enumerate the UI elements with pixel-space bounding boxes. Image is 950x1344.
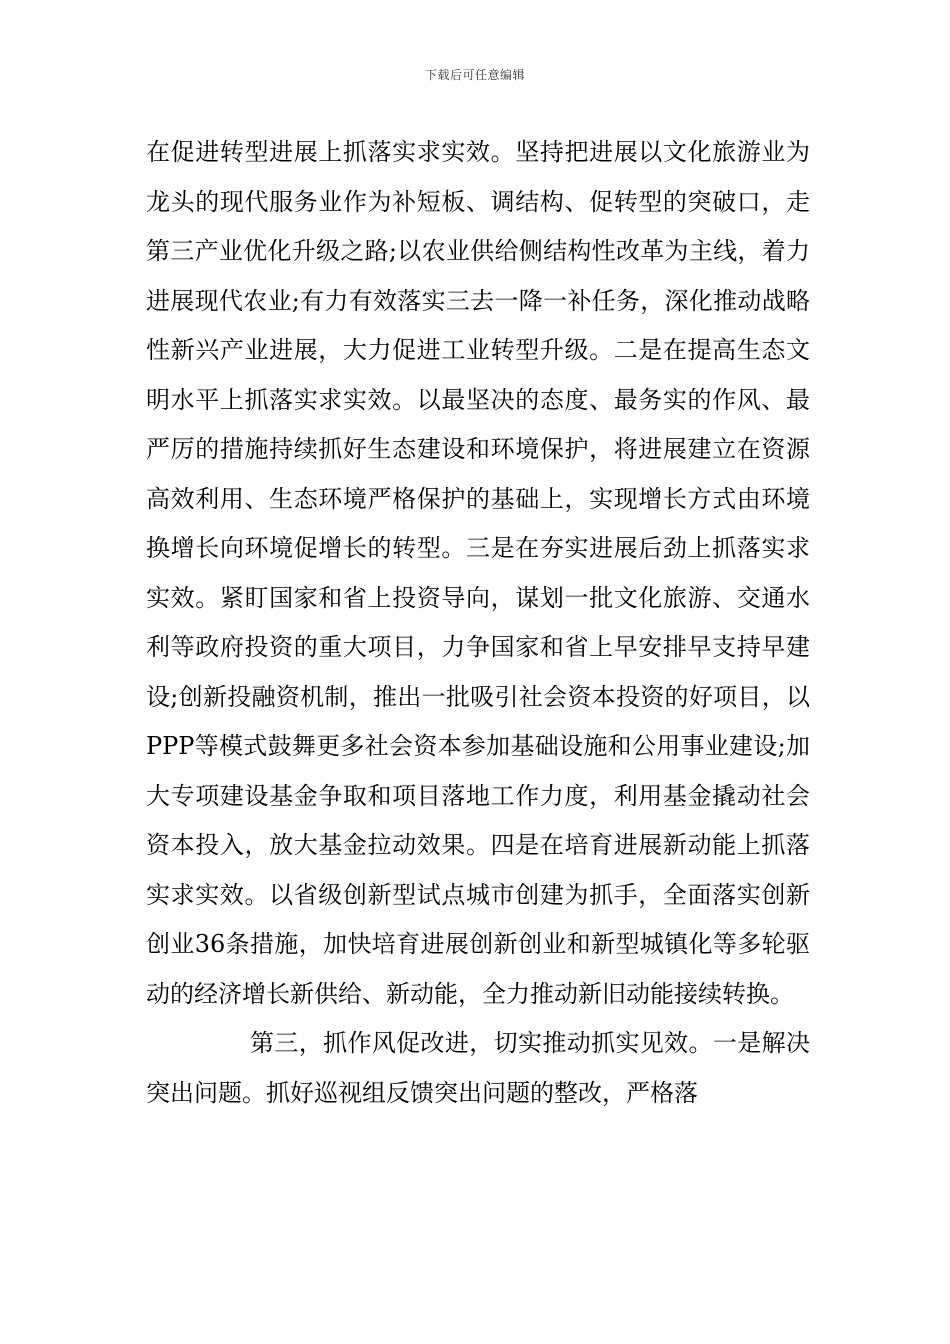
document-body — [146, 128, 810, 1118]
paragraph-2: 第三，抓作风促改进，切实推动抓实见效。一是解决突出问题。抓好巡视组反馈突出问题的整改，严格落 — [146, 1029, 810, 1107]
paragraph-1: 在促进转型进展上抓落实求实效。坚持把进展以文化旅游业为龙头的现代服务业作为补短板、调结构、促转型的突破口，走第三产业优化升级之路;以农业供给侧结构性改革为主线，着力进展现代农业;有力有效落实三去一降一补任务，深化推动战略性新兴产业进展，大力促进工业转型升级。二是在提高生态文明水平上抓落实求实效。以最坚决的态度、最务实的作风、最严厉的措施持续抓好生态建设和环境保护，将进展建立在资源高效利用、生态环境严格保护的基础上，实现增长方式由环境换增长向环境促增长的转型。三是在夯实进展后劲上抓落实求实效。紧盯国家和省上投资导向，谋划一批文化旅游、交通水利等政府投资的重大项目，力争国家和省上早安排早支持早建设;创新投融资机制，推出一批吸引社会资本投资的好项目，以PPP等模式鼓舞更多社会资本参加基础设施和公用事业建设;加大专项建设基金争取和项目落地工作力度，利用基金撬动社会资本投入，放大基金拉动效果。四是在培育进展新动能上抓落实求实效。以省级创新型试点城市创建为抓手，全面落实创新创业36条措施，加快培育进展创新创业和新型城镇化等多轮驱动的经济增长新供给、新动能，全力推动新旧动能接续转换。 — [146, 138, 810, 1008]
page-header: 下载后可任意编辑 — [424, 68, 525, 82]
